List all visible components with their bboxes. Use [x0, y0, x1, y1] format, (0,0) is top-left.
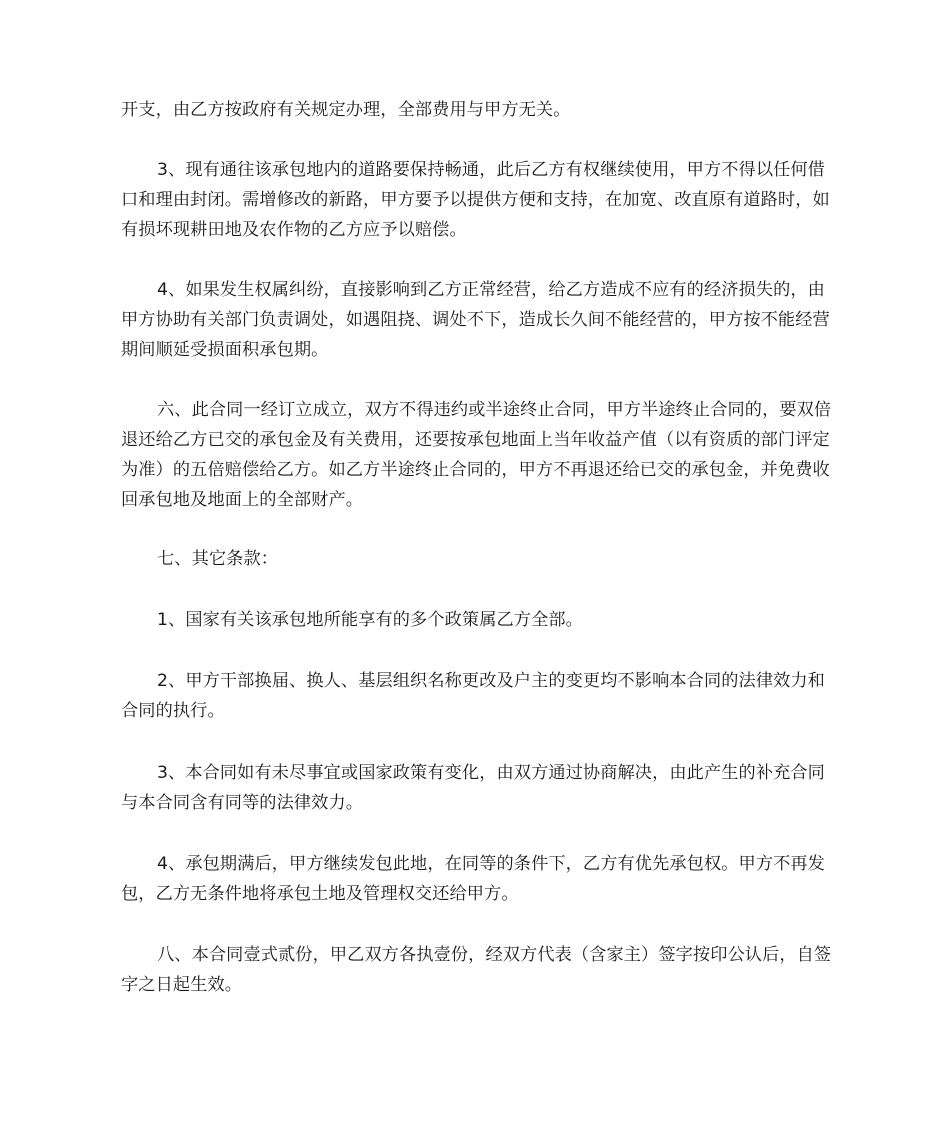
paragraph-other-3: 3、本合同如有未尽事宜或国家政策有变化，由双方通过协商解决，由此产生的补充合同与本合同含有同等的法律效力。 — [121, 763, 825, 813]
paragraph-other-1: 1、国家有关该承包地所能享有的多个政策属乙方全部。 — [157, 610, 583, 630]
paragraph-clause-4-dispute: 4、如果发生权属纠纷，直接影响到乙方正常经营，给乙方造成不应有的经济损失的，由甲方协助有关部门负责调处，如遇阻挠、调处不下，造成长久间不能经营的，甲方按不能经营期间顺延受损面积承包期。 — [121, 280, 830, 360]
paragraph-section-6: 六、此合同一经订立成立，双方不得违约或半途终止合同，甲方半途终止合同的，要双倍退还给乙方已交的承包金及有关费用，还要按承包地面上当年收益产值（以有资质的部门评定为准）的五倍赔偿给乙方。如乙方半途终止合同的，甲方不再退还给已交的承包金，并免费收回承包地及地面上的全部财产。 — [121, 400, 832, 510]
paragraph-other-4: 4、承包期满后，甲方继续发包此地，在同等的条件下，乙方有优先承包权。甲方不再发包，乙方无条件地将承包土地及管理权交还给甲方。 — [121, 854, 825, 904]
paragraph-other-2: 2、甲方干部换届、换人、基层组织名称更改及户主的变更均不影响本合同的法律效力和合同的执行。 — [121, 671, 825, 721]
paragraph-section-8: 八、本合同壹式贰份，甲乙双方各执壹份，经双方代表（含家主）签字按印公认后，自签字之日起生效。 — [121, 945, 832, 995]
paragraph-continuation: 开支，由乙方按政府有关规定办理，全部费用与甲方无关。 — [121, 100, 571, 120]
paragraph-section-7-heading: 七、其它条款： — [157, 549, 279, 569]
paragraph-clause-3-road: 3、现有通往该承包地内的道路要保持畅通，此后乙方有权继续使用，甲方不得以任何借口和理由封闭。需增修改的新路，甲方要予以提供方便和支持，在加宽、改直原有道路时，如有损坏现耕田地及农作物的乙方应予以赔偿。 — [121, 160, 830, 240]
